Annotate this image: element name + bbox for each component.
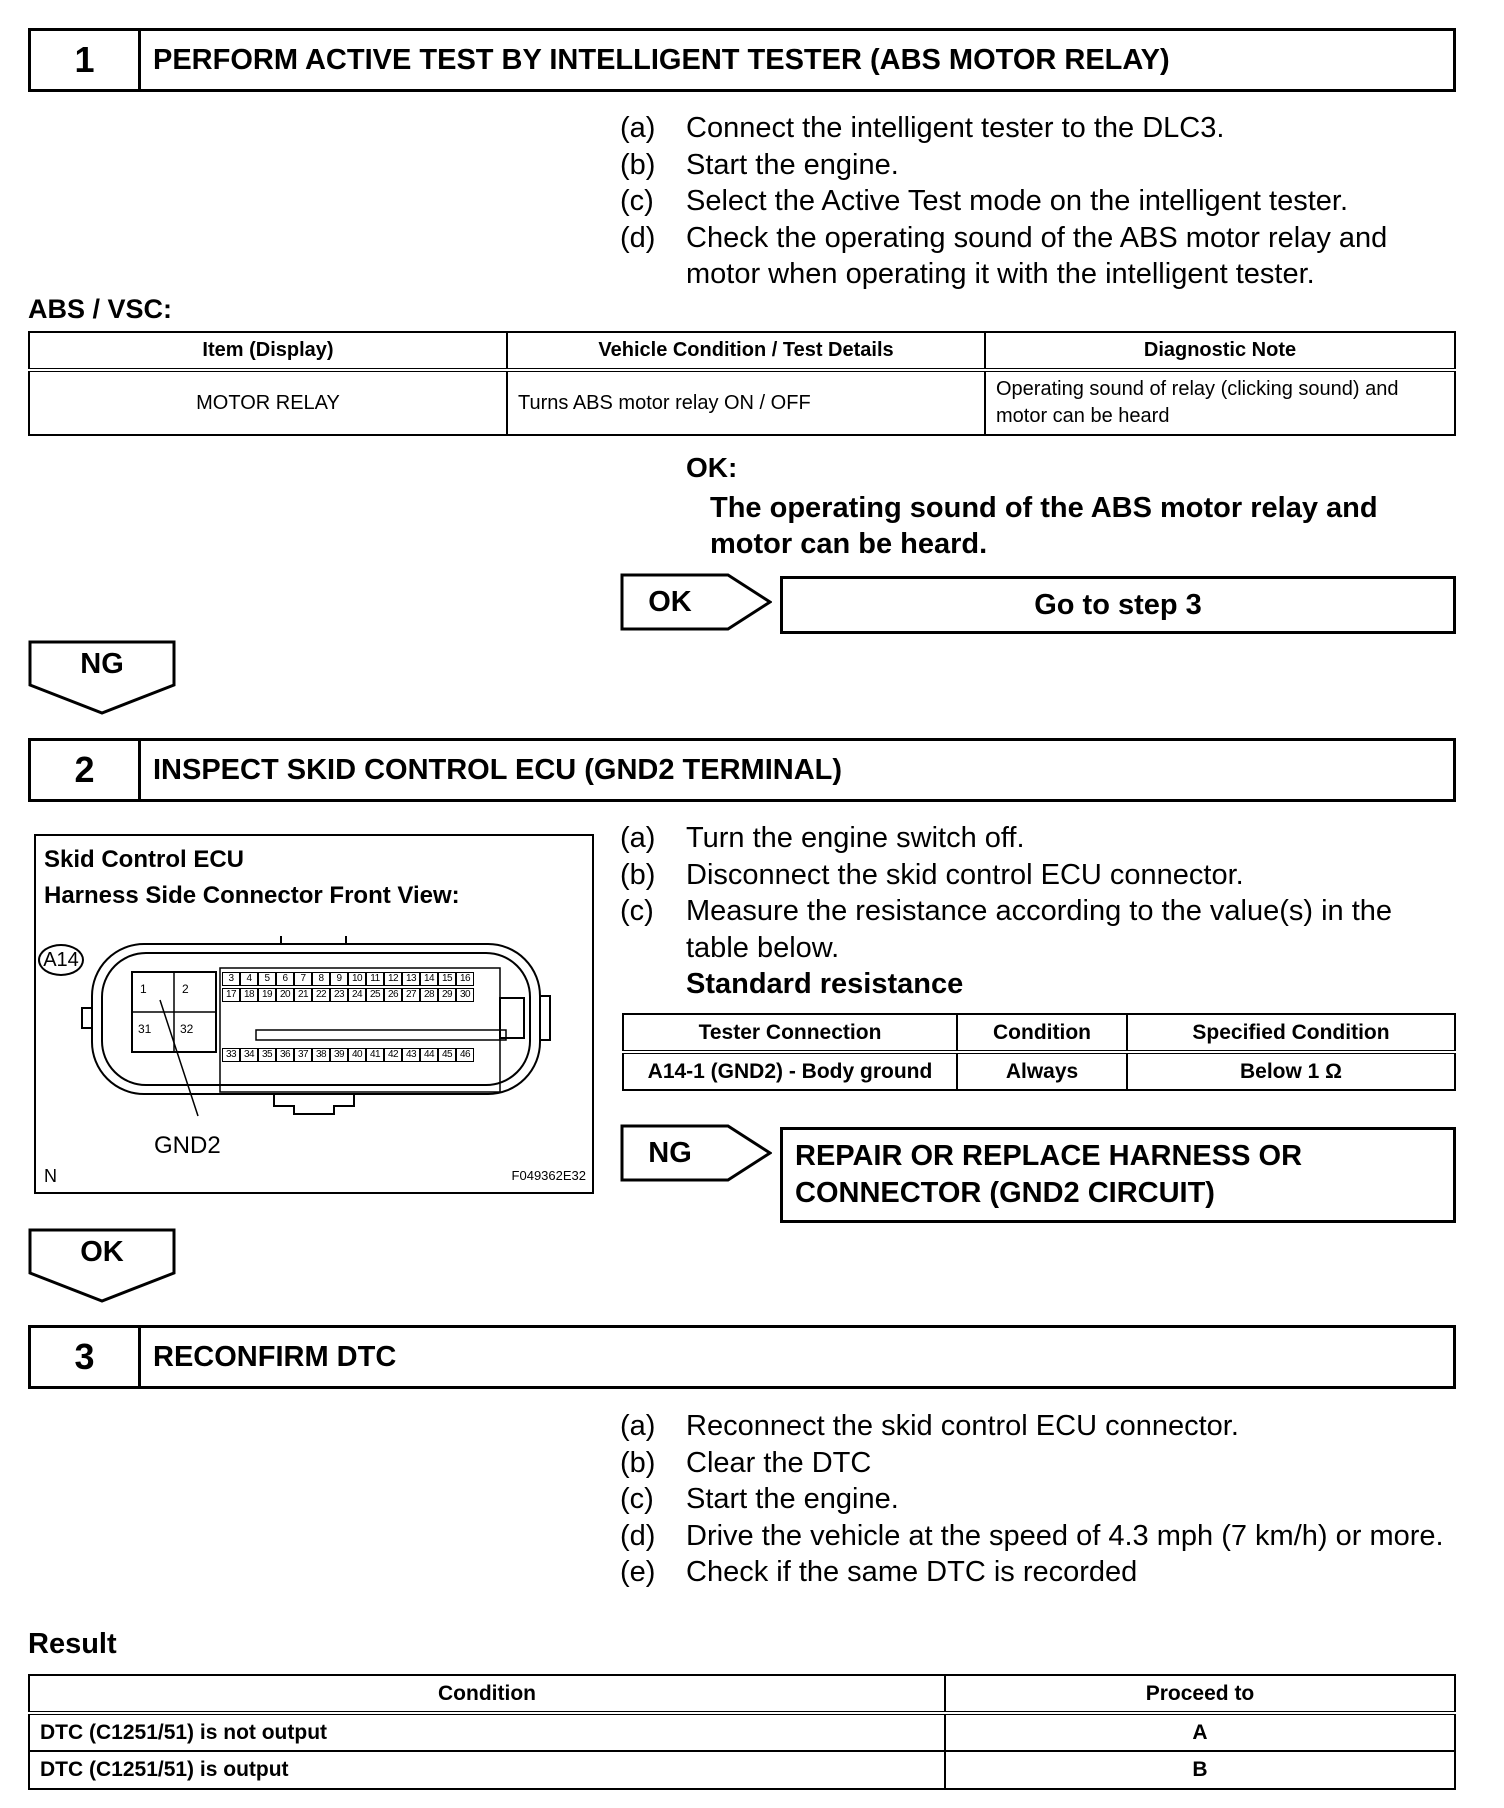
pin-cell: 10: [348, 972, 366, 986]
instruction-text: Drive the vehicle at the speed of 4.3 mph (7 km/h) or more.: [686, 1519, 1444, 1552]
instruction-label: (d): [620, 1519, 656, 1552]
repair-text: REPAIR OR REPLACE HARNESS OR CONNECTOR (GND2 CIRCUIT): [795, 1140, 1303, 1209]
result-table: [28, 1674, 1456, 1790]
connector-diagram: [36, 836, 592, 1192]
instruction-label: (a): [620, 1410, 656, 1442]
pin-cell: 39: [330, 1048, 348, 1062]
table-cell: DTC (C1251/51) is not output: [29, 1713, 945, 1751]
pin-cell: 27: [402, 988, 420, 1002]
step-number: 3: [31, 1328, 141, 1386]
pin-row: [222, 1048, 474, 1062]
column-header: Specified Condition: [1127, 1014, 1455, 1052]
table-row: [623, 1052, 1455, 1090]
pin-label: 1: [140, 982, 147, 996]
table-header-row: [29, 1675, 1455, 1713]
pin-cell: 42: [384, 1048, 402, 1062]
instruction-item: [620, 1481, 1460, 1518]
table-cell: Always: [957, 1052, 1127, 1090]
instruction-text: Measure the resistance according to the value(s) in the table below.: [686, 895, 1393, 964]
repair-harness-box: [780, 1127, 1456, 1223]
figure-id: F049362E32: [511, 1168, 586, 1183]
pin-cell: 37: [294, 1048, 312, 1062]
step-1-header: [28, 28, 1456, 92]
pin-cell: 4: [240, 972, 258, 986]
pin-cell: 45: [438, 1048, 456, 1062]
instruction-item: [620, 893, 1460, 966]
pin-cell: 21: [294, 988, 312, 1002]
instruction-item: [620, 110, 1460, 147]
pin-cell: 8: [312, 972, 330, 986]
pin-cell: 44: [420, 1048, 438, 1062]
pin-cell: 16: [456, 972, 474, 986]
pin-cell: 3: [222, 972, 240, 986]
instruction-text: Connect the intelligent tester to the DLC3.: [686, 112, 1225, 144]
connector-id-label: A14: [43, 948, 79, 971]
go-to-step-text: Go to step 3: [1034, 588, 1202, 621]
pin-label: 32: [180, 1022, 194, 1036]
instruction-label: (c): [620, 1483, 654, 1515]
step-number: 1: [31, 31, 141, 89]
step-title: RECONFIRM DTC: [153, 1340, 397, 1373]
pin-cell: 11: [366, 972, 384, 986]
resistance-table: [622, 1013, 1456, 1091]
result-heading: Result: [28, 1628, 117, 1660]
pin-cell: 41: [366, 1048, 384, 1062]
pin-cell: 25: [366, 988, 384, 1002]
table-cell: A14-1 (GND2) - Body ground: [623, 1052, 957, 1090]
ok-criteria-text: The operating sound of the ABS motor relay and motor can be heard.: [710, 492, 1378, 560]
table-cell: DTC (C1251/51) is output: [29, 1751, 945, 1789]
pin-cell: 26: [384, 988, 402, 1002]
abs-vsc-heading: ABS / VSC:: [28, 294, 173, 324]
column-header: Condition: [29, 1675, 945, 1713]
active-test-table: [28, 331, 1456, 436]
step-3-header: [28, 1325, 1456, 1389]
pin-cell: 30: [456, 988, 474, 1002]
instruction-text: Select the Active Test mode on the intelligent tester.: [686, 185, 1349, 217]
instruction-label: (a): [620, 822, 656, 854]
standard-heading-row: [620, 966, 1460, 1003]
column-header: Item (Display): [29, 332, 507, 370]
column-header: Condition: [957, 1014, 1127, 1052]
instruction-label: (c): [620, 185, 654, 217]
instruction-text: Turn the engine switch off.: [686, 822, 1025, 854]
pin-cell: 19: [258, 988, 276, 1002]
pin-cell: 43: [402, 1048, 420, 1062]
pin-cell: 36: [276, 1048, 294, 1062]
figure-corner-label: N: [44, 1166, 57, 1186]
table-cell: A: [945, 1713, 1455, 1751]
step-title: PERFORM ACTIVE TEST BY INTELLIGENT TESTER (ABS MOTOR RELAY): [153, 43, 1170, 76]
instruction-item: [620, 820, 1460, 857]
pin-cell: 33: [222, 1048, 240, 1062]
pin-cell: 14: [420, 972, 438, 986]
instruction-label: (c): [620, 895, 654, 927]
ok-criteria-label: OK:: [686, 452, 738, 483]
pin-cell: 35: [258, 1048, 276, 1062]
ok-arrow-label: OK: [80, 1236, 124, 1268]
instruction-text: Check if the same DTC is recorded: [686, 1556, 1138, 1588]
instruction-text: Start the engine.: [686, 1483, 899, 1515]
figure-title: Skid Control ECU: [44, 846, 245, 873]
pin-cell: 22: [312, 988, 330, 1002]
pin-cell: 29: [438, 988, 456, 1002]
instruction-label: (b): [620, 148, 656, 181]
pin-cell: 18: [240, 988, 258, 1002]
table-header-row: [623, 1014, 1455, 1052]
gnd2-callout: GND2: [154, 1132, 221, 1159]
connector-figure: [34, 834, 594, 1194]
pin-row: [222, 972, 474, 986]
pin-cell: 40: [348, 1048, 366, 1062]
pin-row: [222, 988, 474, 1002]
instruction-label: (e): [620, 1556, 656, 1588]
table-cell: Operating sound of relay (clicking sound) and motor can be heard: [985, 370, 1455, 435]
instruction-text: Disconnect the skid control ECU connector.: [686, 858, 1244, 891]
column-header: Tester Connection: [623, 1014, 957, 1052]
pin-label: 2: [182, 982, 189, 996]
instruction-text: Clear the DTC: [686, 1446, 872, 1479]
table-row: [29, 1713, 1455, 1751]
instruction-item: [620, 183, 1460, 220]
pin-cell: 23: [330, 988, 348, 1002]
step-2-header: [28, 738, 1456, 802]
table-cell: Turns ABS motor relay ON / OFF: [507, 370, 985, 435]
pin-cell: 24: [348, 988, 366, 1002]
instruction-label: (b): [620, 858, 656, 891]
pin-cell: 17: [222, 988, 240, 1002]
pin-cell: 6: [276, 972, 294, 986]
instruction-text: Start the engine.: [686, 148, 899, 181]
column-header: Diagnostic Note: [985, 332, 1455, 370]
instruction-item: [620, 1445, 1460, 1482]
instruction-item: [620, 1408, 1460, 1445]
table-cell: Below 1 Ω: [1127, 1052, 1455, 1090]
connector-id-badge: [38, 944, 84, 976]
ok-arrow-label: OK: [648, 585, 692, 618]
instruction-label: (a): [620, 112, 656, 144]
pin-cell: 34: [240, 1048, 258, 1062]
table-row: [29, 1751, 1455, 1789]
step-1-instructions: [620, 110, 1460, 293]
instruction-item: [620, 1518, 1460, 1555]
pin-cell: 15: [438, 972, 456, 986]
instruction-text: Check the operating sound of the ABS motor relay and motor when operating it with the intelligent tester.: [686, 221, 1388, 290]
step-2-instructions: [620, 820, 1460, 1003]
table-cell: MOTOR RELAY: [29, 370, 507, 435]
table-row: [29, 370, 1455, 435]
table-cell: B: [945, 1751, 1455, 1789]
pin-cell: 12: [384, 972, 402, 986]
step-3-instructions: [620, 1408, 1460, 1591]
column-header: Vehicle Condition / Test Details: [507, 332, 985, 370]
ng-arrow-label: NG: [80, 648, 124, 680]
table-header-row: [29, 332, 1455, 370]
step-number: 2: [31, 741, 141, 799]
column-header: Proceed to: [945, 1675, 1455, 1713]
pin-cell: 20: [276, 988, 294, 1002]
instruction-text: Reconnect the skid control ECU connector.: [686, 1410, 1239, 1442]
pin-cell: 5: [258, 972, 276, 986]
instruction-label: (b): [620, 1446, 656, 1479]
pin-cell: 46: [456, 1048, 474, 1062]
instruction-item: [620, 1554, 1460, 1591]
step-title: INSPECT SKID CONTROL ECU (GND2 TERMINAL): [153, 753, 843, 786]
instruction-item: [620, 220, 1460, 293]
go-to-step-3-box: [780, 576, 1456, 634]
instruction-item: [620, 857, 1460, 894]
figure-subtitle: Harness Side Connector Front View:: [44, 882, 460, 909]
pin-cell: 7: [294, 972, 312, 986]
ng-arrow-label: NG: [648, 1136, 692, 1169]
instruction-item: [620, 147, 1460, 184]
pin-label: 31: [138, 1022, 152, 1036]
pin-cell: 28: [420, 988, 438, 1002]
pin-cell: 38: [312, 1048, 330, 1062]
standard-resistance-heading: Standard resistance: [686, 968, 964, 1000]
instruction-label: (d): [620, 221, 656, 254]
pin-cell: 9: [330, 972, 348, 986]
pin-cell: 13: [402, 972, 420, 986]
